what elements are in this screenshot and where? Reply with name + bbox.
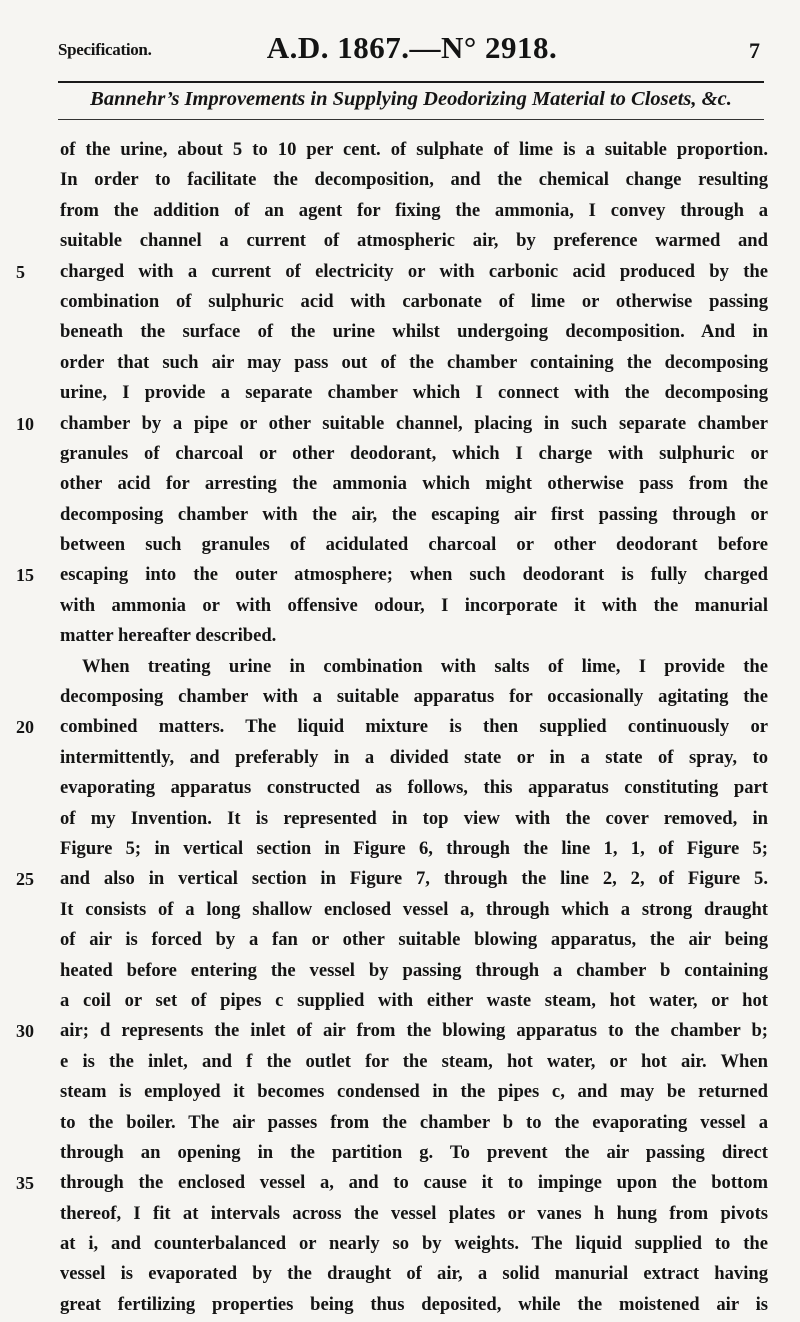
line-text: other acid for arresting the ammonia which might otherwise pass from the xyxy=(60,473,768,495)
line-text: charged with a current of electricity or with carbonic acid produced by the xyxy=(60,260,768,282)
line-text: intermittently, and preferably in a divided state or in a state of spray, to xyxy=(60,746,768,768)
subtitle-rule xyxy=(58,119,764,120)
line-text: air; d represents the inlet of air from the blowing apparatus to the chamber b; xyxy=(60,1020,768,1042)
line-text: from the addition of an agent for fixing the ammonia, I convey through a xyxy=(60,199,768,221)
line-text: matter hereafter described. xyxy=(60,625,277,647)
line-number: 30 xyxy=(16,1021,34,1042)
line-text: e is the inlet, and f the outlet for the steam, hot water, or hot air. When xyxy=(60,1050,768,1072)
line-text: granules of charcoal or other deodorant, which I charge with sulphuric or xyxy=(60,442,768,464)
text-line xyxy=(60,591,768,621)
line-text: When treating urine in combination with salts of lime, I provide the xyxy=(82,655,768,677)
header-rule xyxy=(58,81,764,83)
line-text: combination of sulphuric acid with carbonate of lime or otherwise passing xyxy=(60,290,768,312)
page-header xyxy=(58,28,766,78)
running-title: Bannehr’s Improvements in Supplying Deodorizing Material to Closets, &c. xyxy=(90,88,732,110)
text-line xyxy=(60,956,768,986)
line-text: heated before entering the vessel by passing through a chamber b containing xyxy=(60,959,768,981)
line-text: vessel is evaporated by the draught of air, a solid manurial extract having xyxy=(60,1263,768,1285)
text-line xyxy=(60,804,768,834)
text-line xyxy=(60,1229,768,1259)
text-line xyxy=(16,257,768,287)
line-number: 15 xyxy=(16,565,34,586)
text-line xyxy=(16,560,768,590)
line-text: great fertilizing properties being thus deposited, while the moistened air is xyxy=(60,1293,768,1315)
line-text: a coil or set of pipes c supplied with either waste steam, hot water, or hot xyxy=(60,989,768,1011)
text-line xyxy=(60,226,768,256)
page-number: 7 xyxy=(749,38,760,63)
line-text: through the enclosed vessel a, and to cause it to impinge upon the bottom xyxy=(60,1172,768,1194)
line-number: 35 xyxy=(16,1173,34,1194)
text-line xyxy=(16,864,768,894)
text-line xyxy=(60,348,768,378)
text-line xyxy=(60,895,768,925)
text-line xyxy=(60,500,768,530)
line-text: and also in vertical section in Figure 7, through the line 2, 2, of Figure 5. xyxy=(60,868,768,890)
specification-label: Specification. xyxy=(58,40,152,59)
text-line xyxy=(60,773,768,803)
line-text: of my Invention. It is represented in top view with the cover removed, in xyxy=(60,807,768,829)
line-text: In order to facilitate the decomposition, and the chemical change resulting xyxy=(60,169,768,191)
text-line xyxy=(60,834,768,864)
line-text: suitable channel a current of atmospheric air, by preference warmed and xyxy=(60,230,768,252)
text-line xyxy=(60,652,768,682)
text-line xyxy=(60,165,768,195)
text-line xyxy=(60,743,768,773)
line-text: combined matters. The liquid mixture is then supplied continuously or xyxy=(60,716,768,738)
line-number: 5 xyxy=(16,261,25,282)
text-line xyxy=(60,196,768,226)
line-text: evaporating apparatus constructed as follows, this apparatus constituting part xyxy=(60,777,768,799)
text-line xyxy=(60,1138,768,1168)
line-text: Figure 5; in vertical section in Figure 6, through the line 1, 1, of Figure 5; xyxy=(60,837,768,859)
text-line xyxy=(60,1290,768,1320)
line-text: of the urine, about 5 to 10 per cent. of sulphate of lime is a suitable proportion. xyxy=(60,139,768,160)
text-line xyxy=(60,469,768,499)
line-text: through an opening in the partition g. To prevent the air passing direct xyxy=(60,1141,768,1163)
line-text: thereof, I fit at intervals across the vessel plates or vanes h hung from pivots xyxy=(60,1202,768,1224)
line-text: of air is forced by a fan or other suitable blowing apparatus, the air being xyxy=(60,929,768,951)
text-line xyxy=(60,439,768,469)
text-line xyxy=(60,1047,768,1077)
patent-number-title: A.D. 1867.—N° 2918. xyxy=(266,30,558,65)
text-line xyxy=(16,1168,768,1198)
line-text: chamber by a pipe or other suitable channel, placing in such separate chamber xyxy=(60,412,768,434)
line-text: It consists of a long shallow enclosed vessel a, through which a strong draught xyxy=(60,898,768,920)
line-text: steam is employed it becomes condensed in the pipes c, and may be returned xyxy=(60,1081,768,1103)
text-line xyxy=(60,530,768,560)
text-line xyxy=(60,1108,768,1138)
line-text: decomposing chamber with a suitable apparatus for occasionally agitating the xyxy=(60,686,768,708)
text-line xyxy=(60,1259,768,1289)
text-line xyxy=(60,1077,768,1107)
line-text: beneath the surface of the urine whilst undergoing decomposition. And in xyxy=(60,321,768,343)
line-text: to the boiler. The air passes from the chamber b to the evaporating vessel a xyxy=(60,1111,768,1133)
text-line xyxy=(60,621,768,651)
text-line xyxy=(60,287,768,317)
text-line xyxy=(60,682,768,712)
line-text: between such granules of acidulated charcoal or other deodorant before xyxy=(60,534,768,556)
text-line xyxy=(60,986,768,1016)
line-text: with ammonia or with offensive odour, I incorporate it with the manurial xyxy=(60,594,768,616)
line-number: 10 xyxy=(16,413,34,434)
text-line xyxy=(16,712,768,742)
body-text xyxy=(16,135,768,1320)
text-line xyxy=(16,1016,768,1046)
line-text: urine, I provide a separate chamber which I connect with the decomposing xyxy=(60,382,768,404)
line-text: at i, and counterbalanced or nearly so by weights. The liquid supplied to the xyxy=(60,1233,768,1255)
line-number: 20 xyxy=(16,717,34,738)
line-text: escaping into the outer atmosphere; when such deodorant is fully charged xyxy=(60,564,768,586)
line-text: decomposing chamber with the air, the escaping air first passing through or xyxy=(60,503,768,525)
line-number: 25 xyxy=(16,869,34,890)
text-line xyxy=(60,135,768,165)
text-line xyxy=(60,378,768,408)
text-line xyxy=(16,409,768,439)
text-line xyxy=(60,925,768,955)
line-text: order that such air may pass out of the chamber containing the decomposing xyxy=(60,351,768,373)
text-line xyxy=(60,1199,768,1229)
text-line xyxy=(60,317,768,347)
